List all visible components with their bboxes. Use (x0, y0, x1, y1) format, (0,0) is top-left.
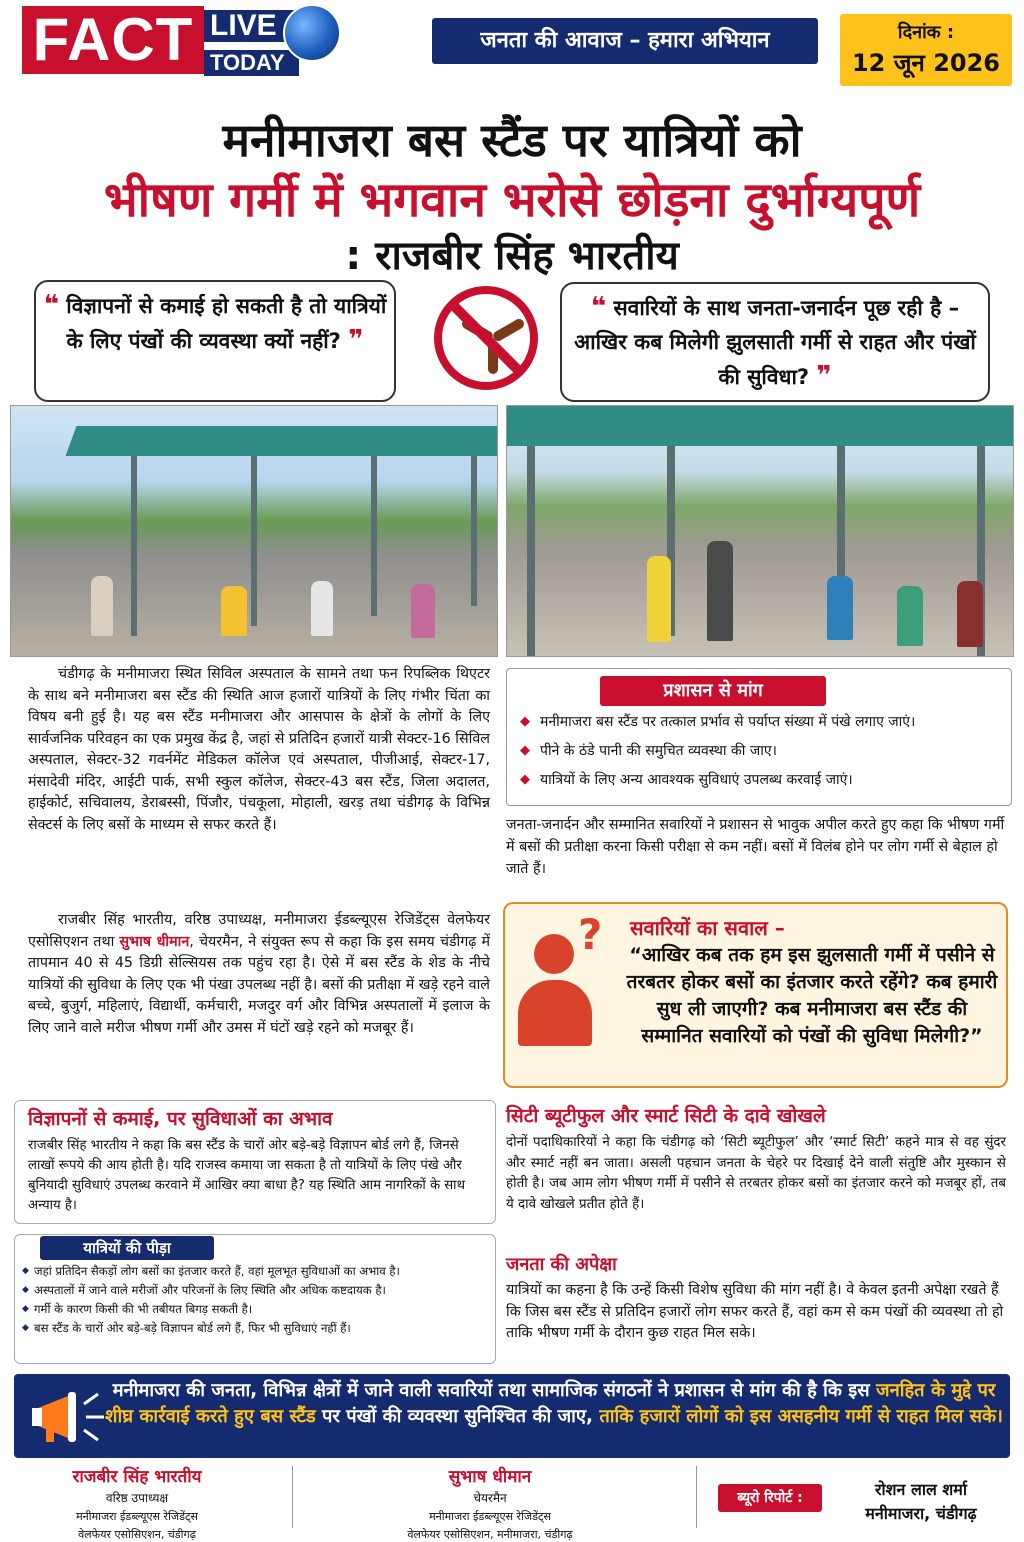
pain-list (22, 1262, 492, 1338)
article-paragraph-2 (28, 910, 490, 1039)
para2-text-a: राजबीर सिंह भारतीय, वरिष्ठ उपाध्यक्ष, मनीमाजरा ईडब्ल्यूएस रेजिडेंट्स वेलफेयर एसोसिएशन तथा (28, 912, 490, 950)
bureau-reporter-place: मनीमाजरा, चंडीगढ़ (865, 1504, 977, 1523)
person-question-icon-head (534, 934, 574, 974)
bureau-reporter (836, 1478, 1006, 1526)
banner-highlight-2: ताकि हजारों लोगों को इस असहनीय गर्मी से राहत मिल सके। (599, 1406, 1003, 1427)
date-label: दिनांक : (897, 22, 955, 43)
appeal-banner-text (104, 1378, 1004, 1430)
signature-rajbir (12, 1464, 262, 1542)
logo-fact: FACT (22, 6, 204, 74)
signature-org: मनीमाजरा ईडब्ल्यूएस रेजिडेंट्स (76, 1510, 198, 1523)
ads-section-text: राजबीर सिंह भारतीय ने कहा कि बस स्टैंड के चारों ओर बड़े-बड़े विज्ञापन बोर्ड लगे हैं, जिनसे लाखों रूपये की आय होती है। यदि राजस्व कमाया जा सकता है तो यात्रियों के लिए पंखे और बुनियादी सुविधाएं उपलब्ध करवाने में आखिर क्या बाधा है? यह स्थिति आम नागरिकों के साथ अन्याय है। (28, 1138, 466, 1213)
bus-stand-photo-left (10, 405, 498, 657)
open-quote-icon: ❝ (43, 290, 59, 320)
question-title: सवारियों का सवाल – (630, 916, 785, 940)
headline-line-2: भीषण गर्मी में भगवान भरोसे छोड़ना दुर्भाग्यपूर्ण (103, 172, 921, 228)
article-paragraph-1: चंडीगढ़ के मनीमाजरा स्थित सिविल अस्पताल के सामने तथा फन रिपब्लिक थिएटर के साथ बने मनीमाजरा बस स्टैंड की स्थिति आज हजारों यात्रियों के लिए गंभीर चिंता का विषय बनी हुई है। यह बस स्टैंड मनीमाजरा और आसपास के क्षेत्रों के लोगों के लिए सार्वजनिक परिवहन का एक प्रमुख केंद्र है, जहां से प्रतिदिन हजारों यात्री सेक्टर-16 सिविल अस्पताल, सेक्टर-32 गवर्नमेंट मेडिकल कॉलेज एवं अस्पताल, पीजीआई, सेक्टर-17, मंसादेवी मंदिर, आईटी पार्क, सभी स्कुल कॉलेज, सेक्टर-43 बस स्टैंड, जिला अदालत, हाईकोर्ट, सचिवालय, डेराबस्सी, पिंजौर, पंचकूला, मोहाली, खरड़ तथा चंडीगढ़ के विभिन्न सेक्टर्स के लिए बसों के माध्यम से सफर करते हैं। (28, 666, 490, 833)
signature-name: सुभाष धीमान (448, 1467, 532, 1487)
logo-today: TODAY (204, 50, 299, 76)
demand-item: ◆ यात्रियों के लिए अन्य आवश्यक सुविधाएं उपलब्ध करवाई जाएं। (516, 770, 1006, 790)
headline-line-1: मनीमाजरा बस स्टैंड पर यात्रियों को (222, 113, 802, 167)
close-quote-icon: ❞ (348, 325, 364, 355)
open-quote-icon: ❝ (590, 292, 607, 322)
para2-text-b: , चेयरमैन, ने संयुक्त रूप से कहा कि इस समय चंडीगढ़ में तापमान 40 से 45 डिग्री सेल्सियस तक पहुंच रहा है। ऐसे में बस स्टैंड के शेड के नीचे यात्रियों की सुविधा के लिए एक भी पंखा उपलब्ध नहीं है। बसों की प्रतीक्षा में खड़े रहने वाले बच्चे, बुजुर्ग, महिलाएं, विद्यार्थी, कर्मचारी, मजदुर वर्ग और विभिन्न अस्पतालों में इलाज के लिए जाने वाले मरीज भीषण गर्मी और उमस में घंटों खड़े रहने को मजबूर हैं। (28, 933, 491, 1036)
pain-item: ◆ अस्पतालों में जाने वाले मरीजों और परिजनों के लिए स्थिति और अधिक कष्टदायक है। (22, 1281, 492, 1300)
banner-highlight-1: जनहित के मुद्दे पर शीघ्र कार्रवाई करते हुए बस स्टैंड (105, 1380, 996, 1427)
signature-role: वरिष्ठ उपाध्यक्ष (105, 1491, 169, 1505)
quote-right-text: सवारियों के साथ जनता-जनार्दन पूछ रही है – आखिर कब मिलेगी झुलसाती गर्मी से राहत और पंखों की सुविधा? (574, 296, 976, 389)
smart-city-section-text: दोनों पदाधिकारियों ने कहा कि चंडीगढ़ को ‘सिटी ब्यूटीफुल’ और ‘स्मार्ट सिटी’ कहने मात्र से वह सुंदर और स्मार्ट नहीं बन जाता। असली पहचान जनता के चेहरे पर दिखाई देने वाली संतुष्टि और मुस्कान से होती है। जब आम लोग भीषण गर्मी में पसीने से तरबतर होकर बसों का इंतजार करने को मजबूर हों, तब ये दावे खोखले प्रतीत होते हैं। (506, 1135, 1006, 1212)
pain-item: ◆ जहां प्रतिदिन सैकड़ों लोग बसों का इंतजार करते हैं, वहां मूलभूत सुविधाओं का अभाव है। (22, 1262, 492, 1281)
signature-org: वेलफेयर एसोसिएशन, मनीमाजरा, चंडीगढ़ (407, 1528, 573, 1541)
logo-live: LIVE (204, 10, 294, 42)
date-value: 12 जून 2026 (851, 49, 1001, 77)
bureau-reporter-name: रोशन लाल शर्मा (874, 1480, 968, 1499)
banner-text-c: पर पंखों की व्यवस्था सुनिश्चित की जाए, (315, 1406, 600, 1427)
demand-item: ◆ मनीमाजरा बस स्टैंड पर तत्काल प्रर्भाव से पर्याप्त संख्या में पंखे लगाए जाएं। (516, 712, 1006, 732)
para2-highlight-name: सुभाष धीमान (119, 933, 190, 950)
expectation-section-title: जनता की अपेक्षा (506, 1254, 617, 1275)
signature-org: मनीमाजरा ईडब्ल्यूएस रेजिडेंट्स (429, 1510, 551, 1523)
footer-divider (696, 1466, 697, 1528)
tagline: जनता की आवाज – हमारा अभियान (432, 18, 818, 64)
megaphone-icon (28, 1386, 116, 1448)
article-paragraph-3: जनता-जनार्दन और सम्मानित सवारियों ने प्रशासन से भावुक अपील करते हुए कहा कि भीषण गर्मी में बसों की प्रतीक्षा करना किसी परीक्षा से कम नहीं। बसों में विलंब होने पर लोग गर्मी से बेहाल हो जाते हैं। (506, 817, 1005, 877)
quote-left (34, 280, 396, 402)
question-mark-icon: ? (578, 910, 603, 959)
person-question-icon (518, 980, 592, 1046)
signature-org: वेलफेयर एसोसिएशन, चंडीगढ़ (78, 1528, 196, 1541)
bus-stand-photo-right (506, 405, 1014, 657)
date-box (840, 14, 1012, 86)
smart-city-section-title: सिटी ब्यूटीफुल और स्मार्ट सिटी के दावे खोखले (506, 1105, 826, 1127)
headline-line-3: : राजबीर सिंह भारतीय (345, 233, 679, 279)
signature-role: चेयरमैन (473, 1491, 507, 1505)
quote-right (560, 282, 990, 402)
pain-item: ◆ गर्मी के कारण किसी की भी तबीयत बिगड़ सकती है। (22, 1300, 492, 1319)
globe-icon (283, 4, 341, 62)
close-quote-icon: ❞ (816, 361, 832, 391)
footer-divider (292, 1466, 293, 1528)
demand-list (516, 712, 1006, 799)
pain-title: यात्रियों की पीड़ा (40, 1236, 214, 1260)
quote-left-text: विज्ञापनों से कमाई हो सकती है तो यात्रियों के लिए पंखों की व्यवस्था क्यों नहीं? (66, 294, 387, 353)
demand-item: ◆ पीने के ठंडे पानी की समुचित व्यवस्था की जाए। (516, 741, 1006, 761)
question-text: “आखिर कब तक हम इस झुलसाती गर्मी में पसीने से तरबतर होकर बसों का इंतजार करते रहेंगे? कब हमारी सुध ली जाएगी? कब मनीमाजरा बस स्टैंड की सम्मानित सवारियों को पंखों की सुविधा मिलेगी?” (626, 944, 998, 1047)
banner-text-a: मनीमाजरा की जनता, विभिन्न क्षेत्रों में जाने वाली सवारियों तथा सामाजिक संगठनों ने प्रशासन से मांग की है कि इस (112, 1380, 877, 1401)
pain-item: ◆ बस स्टैंड के चारों ओर बड़े-बड़े विज्ञापन बोर्ड लगे हैं, फिर भी सुविधाएं नहीं हैं। (22, 1319, 492, 1338)
signature-subhash (320, 1464, 660, 1542)
demand-title: प्रशासन से मांग (600, 676, 826, 706)
ads-section-title: विज्ञापनों से कमाई, पर सुविधाओं का अभाव (28, 1108, 333, 1130)
expectation-section-text: यात्रियों का कहना है कि उन्हें किसी विशेष सुविधा की मांग नहीं है। वे केवल इतनी अपेक्षा रखते हैं कि जिस बस स्टैंड से प्रतिदिन हजारों लोग सफर करते हैं, वहां कम से कम पंखों की व्यवस्था तो हो ताकि भीषण गर्मी के दौरान कुछ राहत मिल सके। (506, 1282, 1004, 1341)
bureau-report-label: ब्यूरो रिपोर्ट : (718, 1484, 822, 1512)
signature-name: राजबीर सिंह भारतीय (72, 1467, 202, 1487)
